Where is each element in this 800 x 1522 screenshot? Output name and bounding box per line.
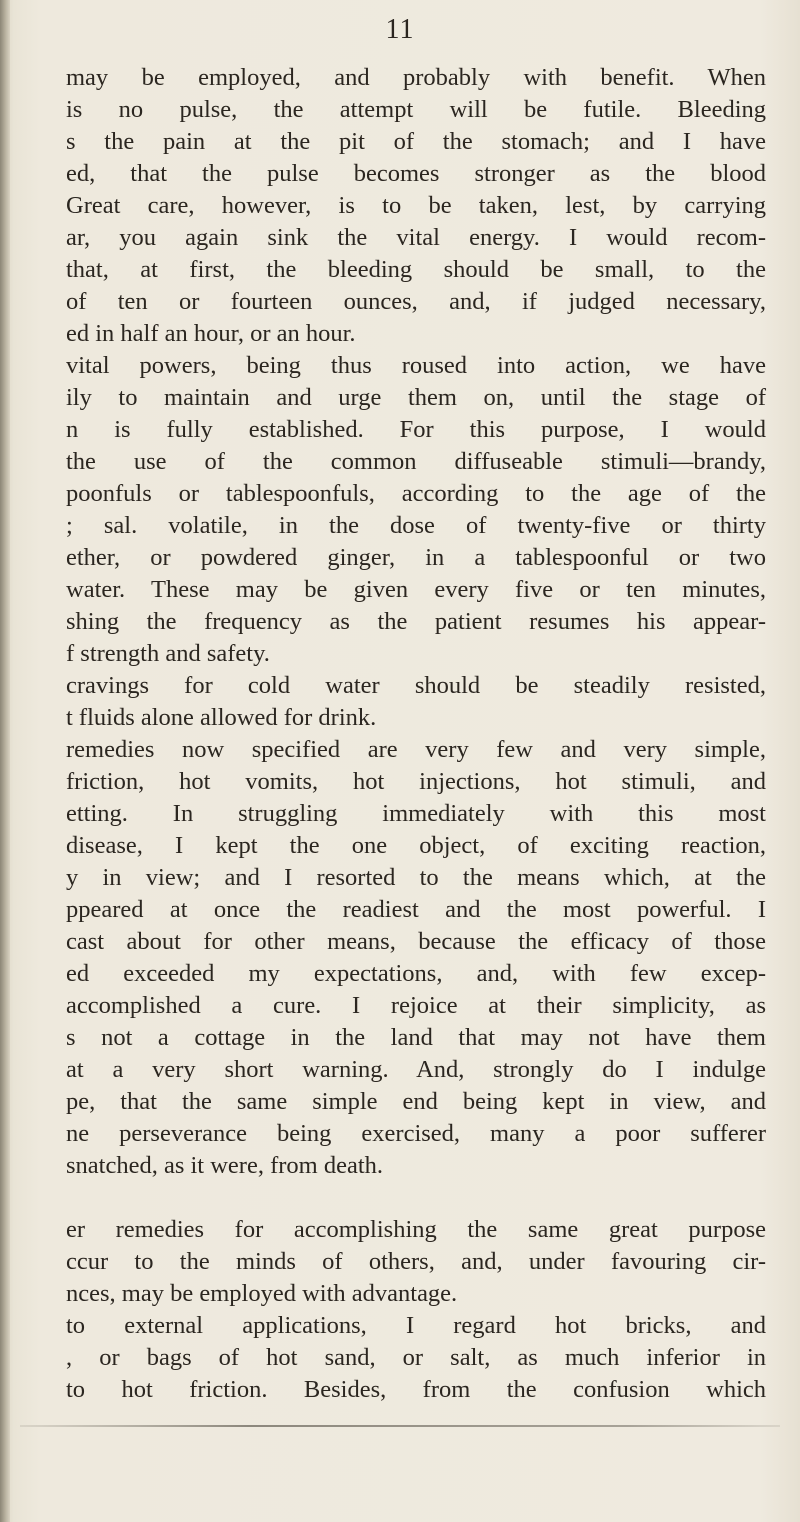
text-line: snatched, as it were, from death.	[66, 1152, 384, 1179]
text-line: Great care, however, is to be taken, lest, by carrying	[66, 192, 766, 219]
text-line: of ten or fourteen ounces, and, if judged necessary,	[66, 288, 766, 315]
text-line: vital powers, being thus roused into action, we have	[66, 352, 766, 379]
text-line: ar, you again sink the vital energy. I would recom-	[66, 224, 766, 251]
text-line: er remedies for accomplishing the same great purpose	[66, 1216, 766, 1243]
text-line: ed in half an hour, or an hour.	[66, 320, 356, 347]
text-line: t fluids alone allowed for drink.	[66, 704, 377, 731]
text-line: disease, I kept the one object, of exciting reaction,	[66, 832, 766, 859]
page-gutter	[0, 0, 10, 1522]
text-line: may be employed, and probably with benefit. When	[66, 64, 766, 91]
body-text	[66, 62, 766, 1406]
text-line: , or bags of hot sand, or salt, as much inferior in	[66, 1344, 766, 1371]
text-line: etting. In struggling immediately with this most	[66, 800, 766, 827]
text-line: pe, that the same simple end being kept in view, and	[66, 1088, 766, 1115]
paragraph-gap	[66, 1182, 766, 1214]
text-line: accomplished a cure. I rejoice at their simplicity, as	[66, 992, 766, 1019]
text-line: ne perseverance being exercised, many a poor sufferer	[66, 1120, 766, 1147]
text-line: is no pulse, the attempt will be futile. Bleeding	[66, 96, 766, 123]
text-line: poonfuls or tablespoonfuls, according to the age of the	[66, 480, 766, 507]
text-line: cast about for other means, because the efficacy of those	[66, 928, 766, 955]
text-line: nces, may be employed with advantage.	[66, 1280, 458, 1307]
text-line: s not a cottage in the land that may not have them	[66, 1024, 766, 1051]
text-line: cravings for cold water should be steadily resisted,	[66, 672, 766, 699]
text-line: ed, that the pulse becomes stronger as the blood	[66, 160, 766, 187]
text-line: ; sal. volatile, in the dose of twenty-five or thirty	[66, 512, 766, 539]
text-line: at a very short warning. And, strongly do I indulge	[66, 1056, 766, 1083]
text-line: s the pain at the pit of the stomach; and I have	[66, 128, 766, 155]
text-line: ether, or powdered ginger, in a tablespoonful or two	[66, 544, 766, 571]
text-line: f strength and safety.	[66, 640, 270, 667]
text-line: to external applications, I regard hot bricks, and	[66, 1312, 766, 1339]
page-number: 11	[385, 14, 415, 45]
text-line: ily to maintain and urge them on, until the stage of	[66, 384, 766, 411]
text-line: y in view; and I resorted to the means which, at the	[66, 864, 766, 891]
text-line: ed exceeded my expectations, and, with few excep-	[66, 960, 766, 987]
text-line: water. These may be given every five or ten minutes,	[66, 576, 766, 603]
text-line: remedies now specified are very few and very simple,	[66, 736, 766, 763]
text-line: ccur to the minds of others, and, under favouring cir-	[66, 1248, 766, 1275]
text-line: to hot friction. Besides, from the confusion which	[66, 1376, 766, 1403]
page-bottom-rule	[20, 1425, 780, 1427]
text-line: the use of the common diffuseable stimuli—brandy,	[66, 448, 766, 475]
text-line: friction, hot vomits, hot injections, hot stimuli, and	[66, 768, 766, 795]
text-line: n is fully established. For this purpose, I would	[66, 416, 766, 443]
text-line: ppeared at once the readiest and the most powerful. I	[66, 896, 766, 923]
text-line: shing the frequency as the patient resumes his appear-	[66, 608, 766, 635]
text-line: that, at first, the bleeding should be small, to the	[66, 256, 766, 283]
